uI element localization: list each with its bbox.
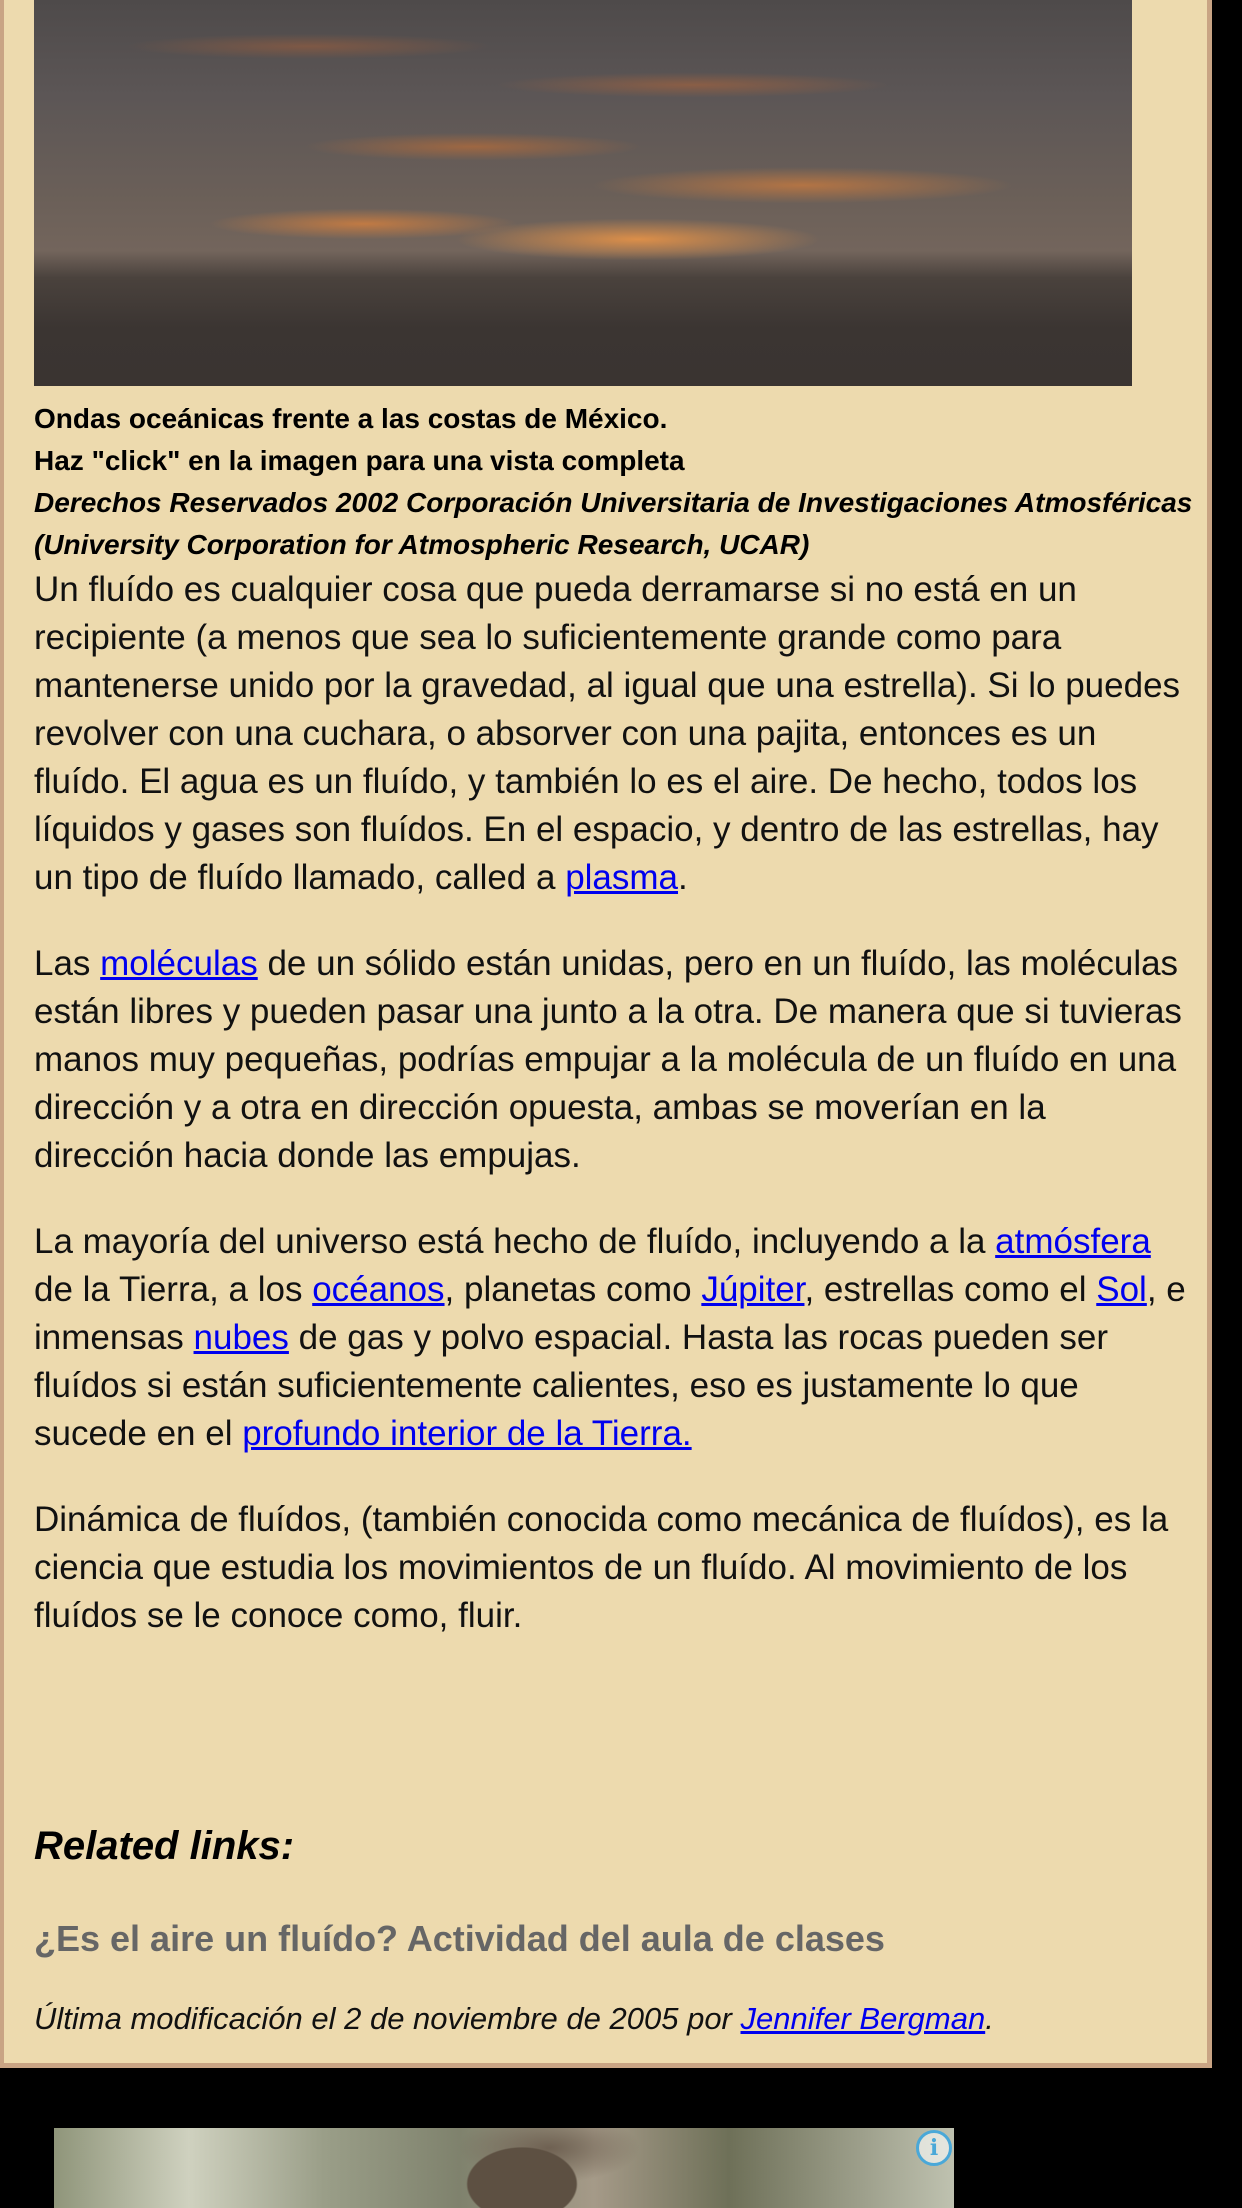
ad-info-icon[interactable]: i [916,2130,952,2166]
article-body [34,566,1194,1678]
caption-click-hint: Haz "click" en la imagen para una vista completa [34,445,685,476]
link-plasma[interactable]: plasma [565,858,679,897]
advertisement-banner[interactable] [54,2128,954,2208]
link-jupiter[interactable]: Júpiter [701,1270,805,1309]
link-nubes[interactable]: nubes [193,1318,289,1357]
paragraph-molecules: Las moléculas de un sólido están unidas, pero en un fluído, las moléculas están libres y pueden pasar una junto a la otra. De manera que si tuvieras manos muy pequeñas, podrías empujar a la molécula de un fluído en una dirección y a otra en dirección opuesta, ambas se moverían en la dirección hacia donde las empujas. [34,944,1182,1175]
link-oceanos[interactable]: océanos [312,1270,445,1309]
related-links-heading: Related links: [34,1824,295,1868]
caption-credit: Derechos Reservados 2002 Corporación Universitaria de Investigaciones Atmosféricas (University Corporation for Atmospheric Research, UCAR) [34,487,1193,560]
link-sol[interactable]: Sol [1096,1270,1147,1309]
link-moleculas[interactable]: moléculas [100,944,258,983]
related-link-activity[interactable]: ¿Es el aire un fluído? Actividad del aula de clases [34,1918,885,1959]
paragraph-fluid-dynamics: Dinámica de fluídos, (también conocida como mecánica de fluídos), es la ciencia que estudia los movimientos de un fluído. Al movimiento de los fluídos se le conoce como, fluir. [34,1500,1169,1635]
ocean-waves-image[interactable] [34,0,1132,386]
paragraph-fluid-definition: Un fluído es cualquier cosa que pueda derramarse si no está en un recipiente (a menos que sea lo suficientemente grande como para mantenerse unido por la gravedad, al igual que una estrella). Si lo puedes revolver con una cuchara, o absorver con una pajita, entonces es un fluído. El agua es un fluído, y también lo es el aire. De hecho, todos los líquidos y gases son fluídos. En el espacio, y dentro de las estrellas, hay un tipo de fluído llamado, called a plasma. [34,570,1181,897]
author-link[interactable]: Jennifer Bergman [740,2001,986,2036]
link-atmosfera[interactable]: atmósfera [995,1222,1151,1261]
caption-title: Ondas oceánicas frente a las costas de México. [34,403,668,434]
link-earth-interior[interactable]: profundo interior de la Tierra. [242,1414,692,1453]
last-modified: Última modificación el 2 de noviembre de 2005 por Jennifer Bergman. [34,2001,994,2036]
paragraph-universe: La mayoría del universo está hecho de fluído, incluyendo a la atmósfera de la Tierra, a los océanos, planetas como Júpiter, estrellas como el Sol, e inmensas nubes de gas y polvo espacial. Hasta las rocas pueden ser fluídos si están suficientemente calientes, eso es justamente lo que sucede en el profundo interior de la Tierra. [34,1222,1186,1453]
image-caption [34,398,1204,566]
